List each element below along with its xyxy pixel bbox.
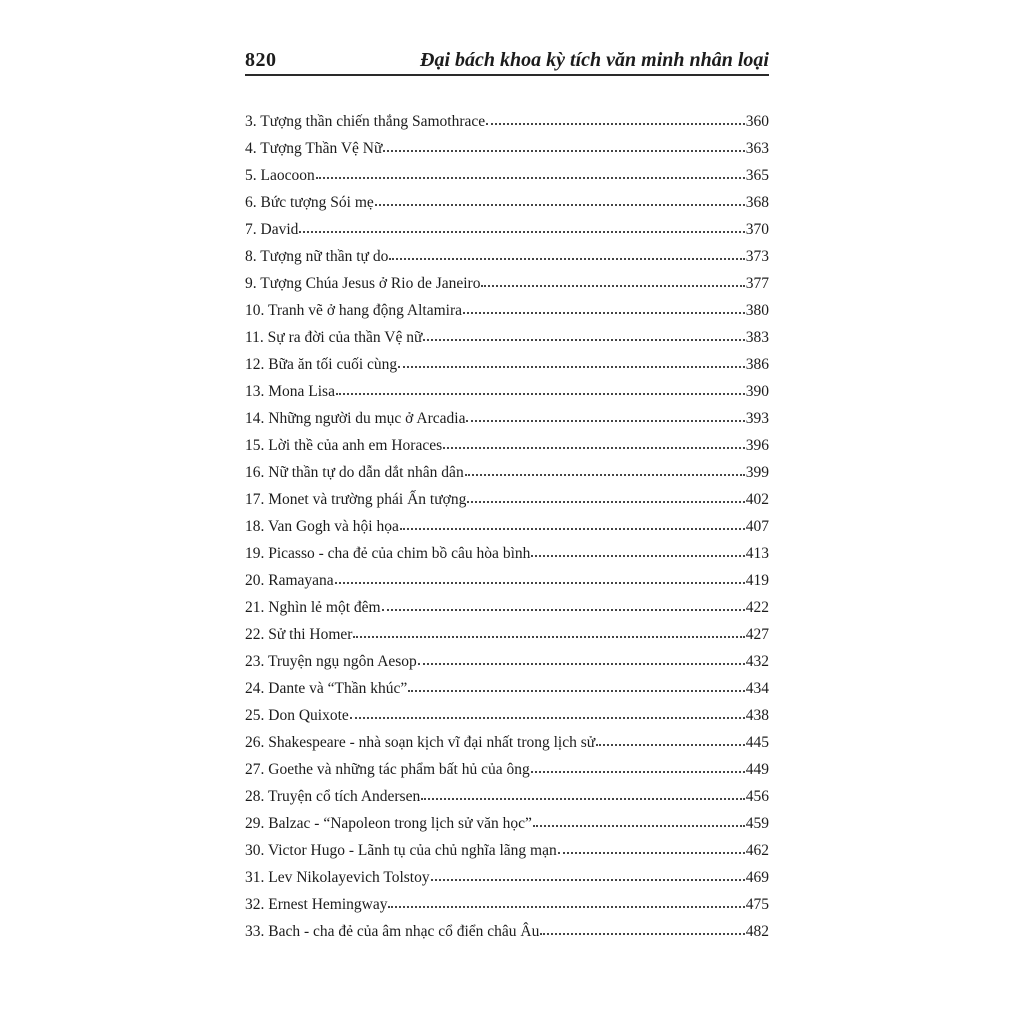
- toc-entry-page-number: 449: [745, 761, 769, 778]
- toc-entry-page-number: 399: [745, 464, 769, 481]
- dot-leader: [375, 204, 745, 206]
- toc-entry: [245, 864, 769, 891]
- toc-entry-page-number: 393: [745, 410, 769, 427]
- toc-entry: [245, 189, 769, 216]
- toc-entry-page-number: 462: [745, 842, 769, 859]
- toc-entry: [245, 918, 769, 945]
- toc-entry-page-number: 380: [745, 302, 769, 319]
- toc-entry-page-number: 386: [745, 356, 769, 373]
- dot-leader: [350, 717, 745, 719]
- dot-leader: [383, 150, 744, 152]
- toc-entry-page-number: 368: [745, 194, 769, 211]
- toc-entry: [245, 810, 769, 837]
- toc-entry: [245, 162, 769, 189]
- toc-entry-title: 9. Tượng Chúa Jesus ở Rio de Janeiro: [245, 275, 481, 292]
- toc-entry: [245, 513, 769, 540]
- dot-leader: [463, 312, 745, 314]
- toc-entry-title: 17. Monet và trường phái Ấn tượng: [245, 491, 467, 508]
- toc-entry-title: 28. Truyện cổ tích Andersen: [245, 788, 421, 805]
- toc-entry: [245, 594, 769, 621]
- toc-entry-title: 26. Shakespeare - nhà soạn kịch vĩ đại nhất trong lịch sử: [245, 734, 596, 751]
- toc-entry: [245, 297, 769, 324]
- toc-entry-title: 31. Lev Nikolayevich Tolstoy: [245, 869, 430, 886]
- toc-entry-title: 14. Những người du mục ở Arcadia: [245, 410, 466, 427]
- toc-entry-page-number: 363: [745, 140, 769, 157]
- dot-leader: [467, 501, 744, 503]
- toc-entry: [245, 216, 769, 243]
- dot-leader: [335, 582, 745, 584]
- toc-entry-page-number: 390: [745, 383, 769, 400]
- table-of-contents: [245, 108, 769, 945]
- toc-entry-title: 33. Bach - cha đẻ của âm nhạc cổ điển châu Âu: [245, 923, 540, 940]
- dot-leader: [431, 879, 745, 881]
- toc-entry: [245, 351, 769, 378]
- toc-entry-title: 29. Balzac - “Napoleon trong lịch sử văn học”: [245, 815, 532, 832]
- dot-leader: [531, 771, 745, 773]
- toc-entry: [245, 243, 769, 270]
- dot-leader: [443, 447, 745, 449]
- toc-entry-page-number: 396: [745, 437, 769, 454]
- dot-leader: [418, 663, 745, 665]
- toc-entry-title: 6. Bức tượng Sói mẹ: [245, 194, 374, 211]
- toc-entry-title: 8. Tượng nữ thần tự do: [245, 248, 389, 265]
- toc-entry-page-number: 456: [745, 788, 769, 805]
- dot-leader: [316, 177, 745, 179]
- toc-entry-page-number: 475: [745, 896, 769, 913]
- dot-leader: [400, 528, 745, 530]
- toc-entry: [245, 486, 769, 513]
- dot-leader: [531, 555, 744, 557]
- dot-leader: [481, 285, 744, 287]
- toc-entry-title: 20. Ramayana: [245, 572, 334, 589]
- dot-leader: [423, 339, 744, 341]
- toc-entry-page-number: 407: [745, 518, 769, 535]
- toc-entry-page-number: 422: [745, 599, 769, 616]
- toc-entry-title: 27. Goethe và những tác phẩm bất hủ của ông: [245, 761, 530, 778]
- toc-entry: [245, 729, 769, 756]
- toc-entry-page-number: 365: [745, 167, 769, 184]
- dot-leader: [558, 852, 745, 854]
- toc-entry: [245, 783, 769, 810]
- dot-leader: [466, 420, 744, 422]
- toc-entry-page-number: 445: [745, 734, 769, 751]
- toc-entry-page-number: 402: [745, 491, 769, 508]
- dot-leader: [299, 231, 744, 233]
- toc-entry-title: 21. Nghìn lẻ một đêm: [245, 599, 381, 616]
- toc-entry-page-number: 383: [745, 329, 769, 346]
- dot-leader: [486, 123, 745, 125]
- toc-entry-page-number: 373: [745, 248, 769, 265]
- toc-entry-title: 24. Dante và “Thần khúc”: [245, 680, 408, 697]
- page-header: [245, 44, 769, 72]
- toc-entry: [245, 324, 769, 351]
- toc-entry-page-number: 482: [745, 923, 769, 940]
- toc-entry-page-number: 377: [745, 275, 769, 292]
- dot-leader: [596, 744, 745, 746]
- toc-entry-page-number: 360: [745, 113, 769, 130]
- toc-entry: [245, 648, 769, 675]
- toc-entry: [245, 459, 769, 486]
- dot-leader: [421, 798, 745, 800]
- toc-entry-title: 23. Truyện ngụ ngôn Aesop: [245, 653, 417, 670]
- toc-entry: [245, 405, 769, 432]
- toc-entry: [245, 378, 769, 405]
- dot-leader: [388, 906, 744, 908]
- toc-entry: [245, 270, 769, 297]
- page-number: 820: [245, 49, 277, 71]
- toc-entry-title: 3. Tượng thần chiến thắng Samothrace: [245, 113, 486, 130]
- dot-leader: [398, 366, 745, 368]
- toc-entry-page-number: 370: [745, 221, 769, 238]
- toc-entry: [245, 675, 769, 702]
- toc-entry-page-number: 413: [745, 545, 769, 562]
- toc-entry: [245, 702, 769, 729]
- dot-leader: [353, 636, 744, 638]
- toc-entry-title: 22. Sử thi Homer: [245, 626, 353, 643]
- dot-leader: [408, 690, 744, 692]
- toc-entry: [245, 540, 769, 567]
- toc-entry-page-number: 438: [745, 707, 769, 724]
- toc-entry: [245, 621, 769, 648]
- toc-entry: [245, 756, 769, 783]
- toc-entry-title: 13. Mona Lisa: [245, 383, 335, 400]
- toc-entry-title: 7. David: [245, 221, 299, 238]
- running-title: Đại bách khoa kỳ tích văn minh nhân loại: [420, 49, 769, 71]
- toc-entry-page-number: 469: [745, 869, 769, 886]
- dot-leader: [382, 609, 745, 611]
- toc-entry-page-number: 434: [745, 680, 769, 697]
- toc-entry: [245, 891, 769, 918]
- dot-leader: [465, 474, 745, 476]
- toc-entry-title: 10. Tranh vẽ ở hang động Altamira: [245, 302, 462, 319]
- toc-entry-title: 25. Don Quixote: [245, 707, 349, 724]
- toc-entry-title: 5. Laocoon: [245, 167, 315, 184]
- header-rule: [245, 74, 769, 76]
- toc-entry-title: 30. Victor Hugo - Lãnh tụ của chủ nghĩa lãng mạn: [245, 842, 557, 859]
- toc-entry-title: 11. Sự ra đời của thần Vệ nữ: [245, 329, 423, 346]
- toc-entry: [245, 135, 769, 162]
- toc-entry-page-number: 432: [745, 653, 769, 670]
- toc-entry-title: 18. Van Gogh và hội họa: [245, 518, 399, 535]
- toc-entry: [245, 837, 769, 864]
- toc-entry-title: 15. Lời thề của anh em Horaces: [245, 437, 443, 454]
- dot-leader: [533, 825, 745, 827]
- toc-entry-page-number: 459: [745, 815, 769, 832]
- dot-leader: [540, 933, 744, 935]
- toc-entry-page-number: 419: [745, 572, 769, 589]
- toc-entry-title: 4. Tượng Thần Vệ Nữ: [245, 140, 383, 157]
- toc-entry-title: 16. Nữ thần tự do dẫn dắt nhân dân: [245, 464, 464, 481]
- toc-entry-title: 12. Bữa ăn tối cuối cùng: [245, 356, 398, 373]
- toc-entry: [245, 108, 769, 135]
- dot-leader: [336, 393, 745, 395]
- toc-entry-page-number: 427: [745, 626, 769, 643]
- toc-entry: [245, 567, 769, 594]
- dot-leader: [389, 258, 744, 260]
- toc-entry-title: 19. Picasso - cha đẻ của chim bồ câu hòa bình: [245, 545, 531, 562]
- toc-entry: [245, 432, 769, 459]
- toc-entry-title: 32. Ernest Hemingway: [245, 896, 388, 913]
